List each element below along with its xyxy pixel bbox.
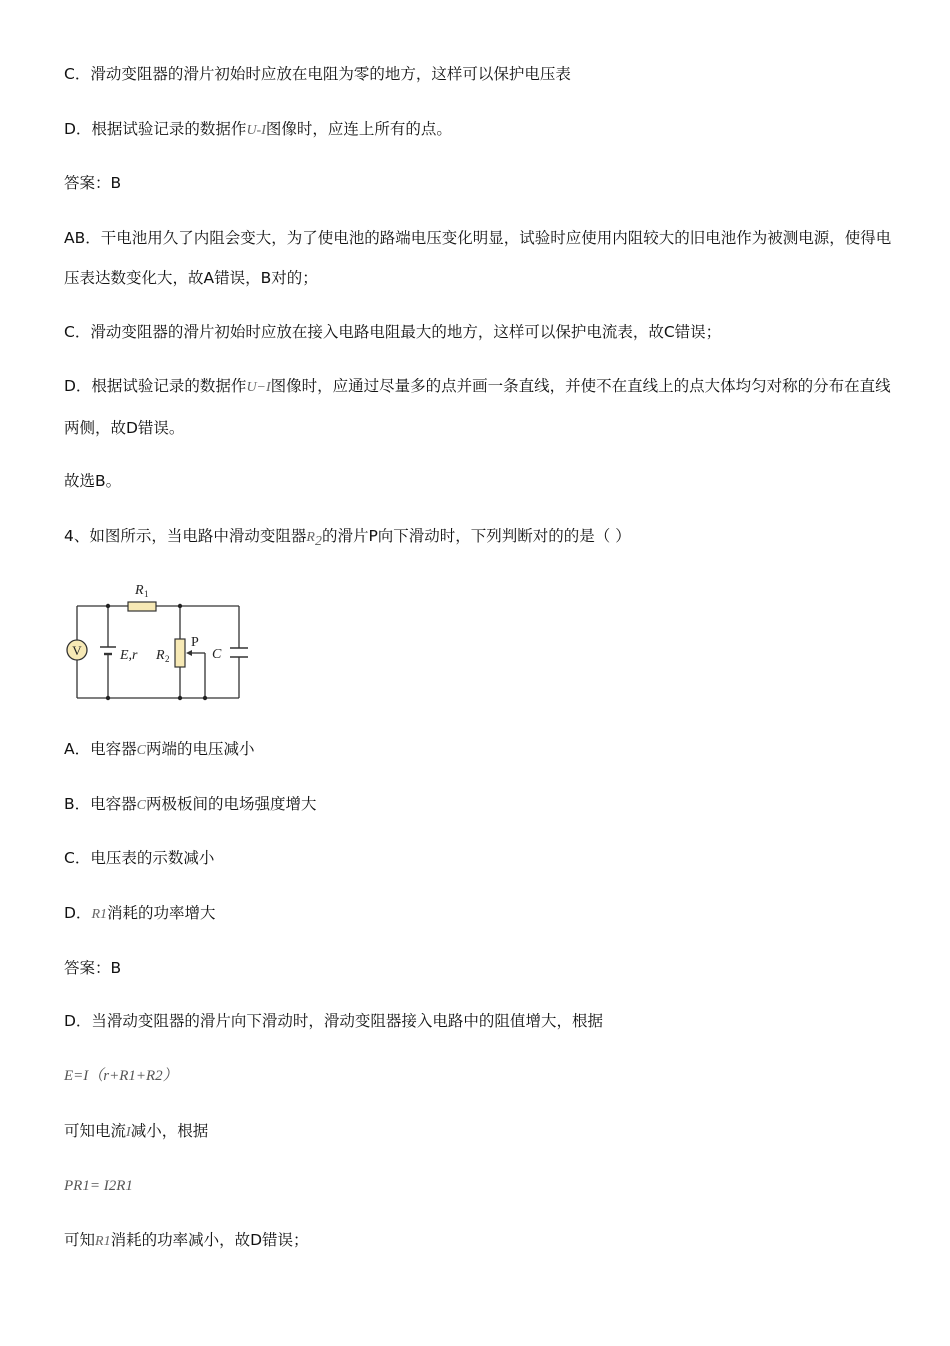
capacitor-label: C xyxy=(212,647,222,662)
prev-answer: 答案：B xyxy=(64,174,122,192)
q4-option-a: A．电容器C两端的电压减小 xyxy=(64,740,255,758)
prev-option-c: C．滑动变阻器的滑片初始时应放在电阻为零的地方，这样可以保护电压表 xyxy=(64,65,571,83)
q4-option-c: C．电压表的示数减小 xyxy=(64,849,215,867)
power-decreases-text: 可知R1消耗的功率减小，故D错误； xyxy=(64,1231,309,1249)
q4-option-d: D．R1消耗的功率增大 xyxy=(64,904,216,922)
conclusion: 故选B。 xyxy=(64,472,122,490)
prev-option-d: D．根据试验记录的数据作U-I图像时，应连上所有的点。 xyxy=(64,120,452,138)
explanation-c: C．滑动变阻器的滑片初始时应放在接入电路电阻最大的地方，这样可以保护电流表，故C错误； xyxy=(64,323,722,341)
slider-p-label: P xyxy=(191,635,199,650)
q4-explanation-d: D．当滑动变阻器的滑片向下滑动时，滑动变阻器接入电路中的阻值增大，根据 xyxy=(64,1012,603,1030)
resistor-r1 xyxy=(128,602,156,611)
equation-power: PR1= I2R1 xyxy=(64,1178,133,1194)
resistor-r2 xyxy=(175,639,185,667)
emf-label: E,r xyxy=(120,648,138,663)
voltmeter-label: V xyxy=(72,643,82,658)
r2-label: R xyxy=(156,648,165,663)
q4-answer: 答案：B xyxy=(64,959,122,977)
q4-option-b: B．电容器C两极板间的电场强度增大 xyxy=(64,795,317,813)
r1-subscript: 1 xyxy=(144,589,149,599)
equation-emf: E=I（r+R1+R2） xyxy=(64,1068,178,1084)
explanation-d: D．根据试验记录的数据作U−I图像时，应通过尽量多的点并画一条直线，并使不在直线上的点大体均匀对称的分布在直线两侧，故D错误。 xyxy=(64,377,891,437)
question-4: 4、如图所示，当电路中滑动变阻器$R_2$的滑片P向下滑动时，下列判断对的的是（ ） xyxy=(64,527,631,550)
r2-subscript: 2 xyxy=(165,654,170,664)
explanation-ab: AB．干电池用久了内阻会变大，为了使电池的路端电压变化明显，试验时应使用内阻较大的旧电池作为被测电源，使得电压表达数变化大，故A错误，B对的； xyxy=(64,229,892,287)
circuit-diagram xyxy=(62,578,262,704)
slider-arrow-icon xyxy=(186,650,192,656)
current-decreases-text: 可知电流I减小，根据 xyxy=(64,1122,209,1140)
r1-label: R xyxy=(135,583,144,598)
